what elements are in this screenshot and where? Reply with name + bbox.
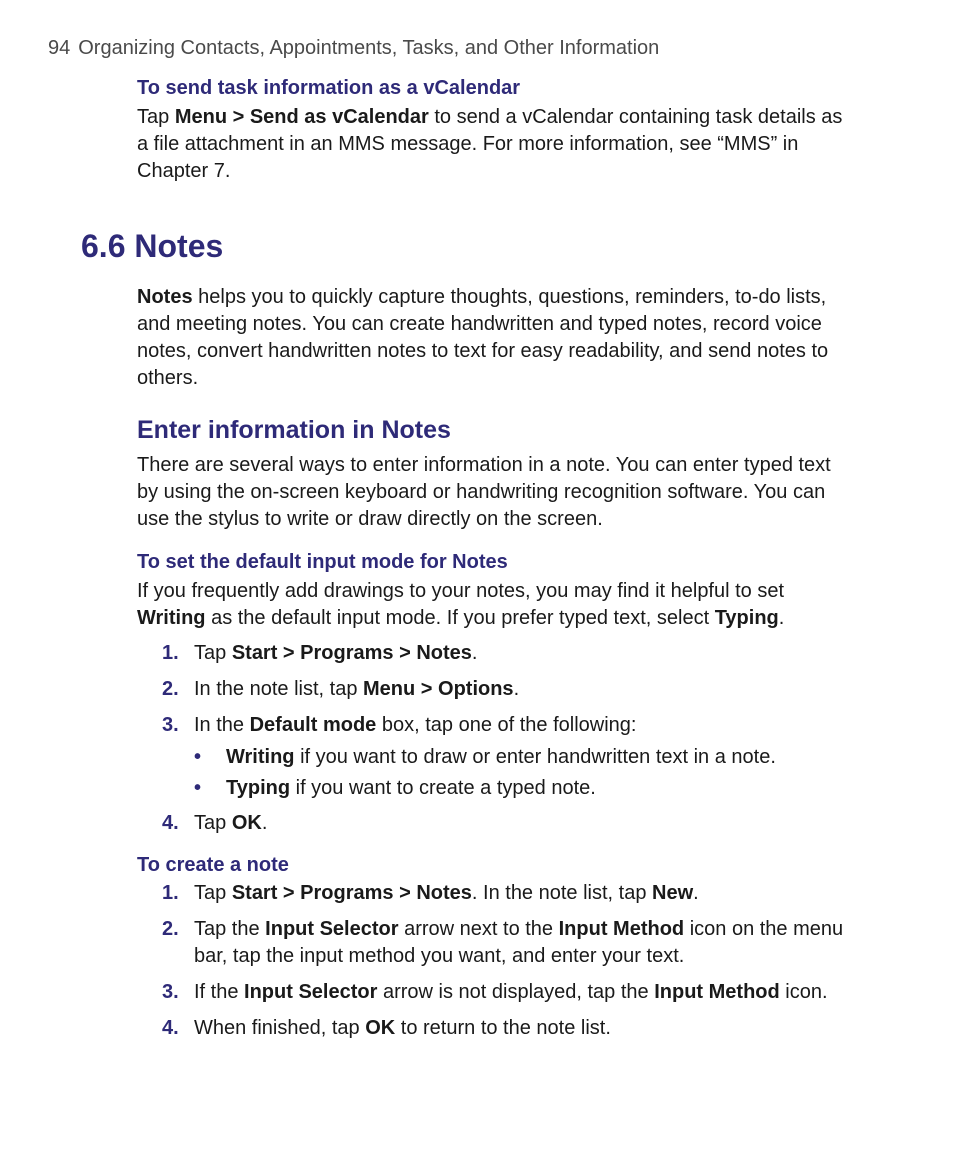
bullet-text: Typing if you want to create a typed note. (226, 777, 596, 799)
subsection-heading: Enter information in Notes (137, 416, 451, 444)
vcalendar-paragraph (137, 104, 857, 185)
enter-paragraph: There are several ways to enter information in a note. You can enter typed text by using the on-screen keyboard or handwriting recognition software. You can use the stylus to write or draw directly on the screen. (137, 454, 831, 530)
list-item (162, 676, 852, 703)
step-number: 2. (162, 678, 179, 700)
text-run: . (778, 607, 785, 629)
step-text: If the Input Selector arrow is not displayed, tap the Input Method icon. (194, 981, 828, 1003)
section-title: 6.6 Notes (81, 228, 224, 264)
list-item (162, 916, 852, 970)
step-text: In the note list, tap Menu > Options. (194, 678, 520, 700)
list-item (162, 640, 852, 667)
step-text: Tap Start > Programs > Notes. (194, 642, 478, 664)
default-mode-steps (162, 640, 852, 837)
text-run: If you frequently add drawings to your notes, you may find it helpful to set (137, 580, 785, 602)
list-item (162, 880, 852, 907)
step-number: 1. (162, 882, 179, 904)
list-item (162, 810, 852, 837)
notes-term: Notes (137, 286, 193, 308)
list-item (162, 979, 852, 1006)
chapter-title: Organizing Contacts, Appointments, Tasks, and Other Information (78, 37, 660, 59)
step-text: In the Default mode box, tap one of the following: (194, 714, 637, 736)
text-run: Tap (137, 106, 175, 128)
bullet-list (194, 744, 852, 802)
menu-path: Menu > Send as vCalendar (174, 106, 429, 128)
text-run: helps you to quickly capture thoughts, questions, reminders, to-do lists, and meeting notes. You can create handwritten and typed notes, record voice notes, convert handwritten notes to text for easy readability, and send notes to others. (137, 286, 829, 389)
step-text: Tap OK. (194, 812, 268, 834)
step-number: 4. (162, 812, 179, 834)
writing-term: Writing (137, 607, 206, 629)
list-item (194, 775, 852, 802)
list-item (194, 744, 852, 771)
list-item (162, 1015, 852, 1042)
bullet-icon: • (194, 777, 202, 799)
page-header (48, 37, 659, 60)
default-mode-paragraph (137, 578, 857, 632)
step-number: 2. (162, 918, 179, 940)
bullet-text: Writing if you want to draw or enter handwritten text in a note. (226, 746, 776, 768)
default-mode-heading: To set the default input mode for Notes (137, 551, 508, 573)
step-number: 3. (162, 981, 179, 1003)
notes-intro (137, 284, 857, 392)
text-run: to send a vCalendar containing task details as a file attachment in an MMS message. For more information, see “MMS” in Chapter 7. (137, 106, 843, 182)
step-number: 1. (162, 642, 179, 664)
step-text: When finished, tap OK to return to the note list. (194, 1017, 611, 1039)
list-item (162, 712, 852, 739)
create-note-steps (162, 880, 852, 1042)
step-text: Tap Start > Programs > Notes. In the note list, tap New. (194, 882, 699, 904)
create-note-heading: To create a note (137, 854, 289, 876)
page-number: 94 (48, 37, 71, 59)
typing-term: Typing (714, 607, 779, 629)
vcalendar-heading: To send task information as a vCalendar (137, 77, 521, 99)
step-number: 3. (162, 714, 179, 736)
text-run: as the default input mode. If you prefer typed text, select (205, 607, 715, 629)
bullet-icon: • (194, 746, 202, 768)
step-text: Tap the Input Selector arrow next to the Input Method icon on the menu bar, tap the input method you want, and enter your text. (194, 918, 844, 967)
step-number: 4. (162, 1017, 179, 1039)
